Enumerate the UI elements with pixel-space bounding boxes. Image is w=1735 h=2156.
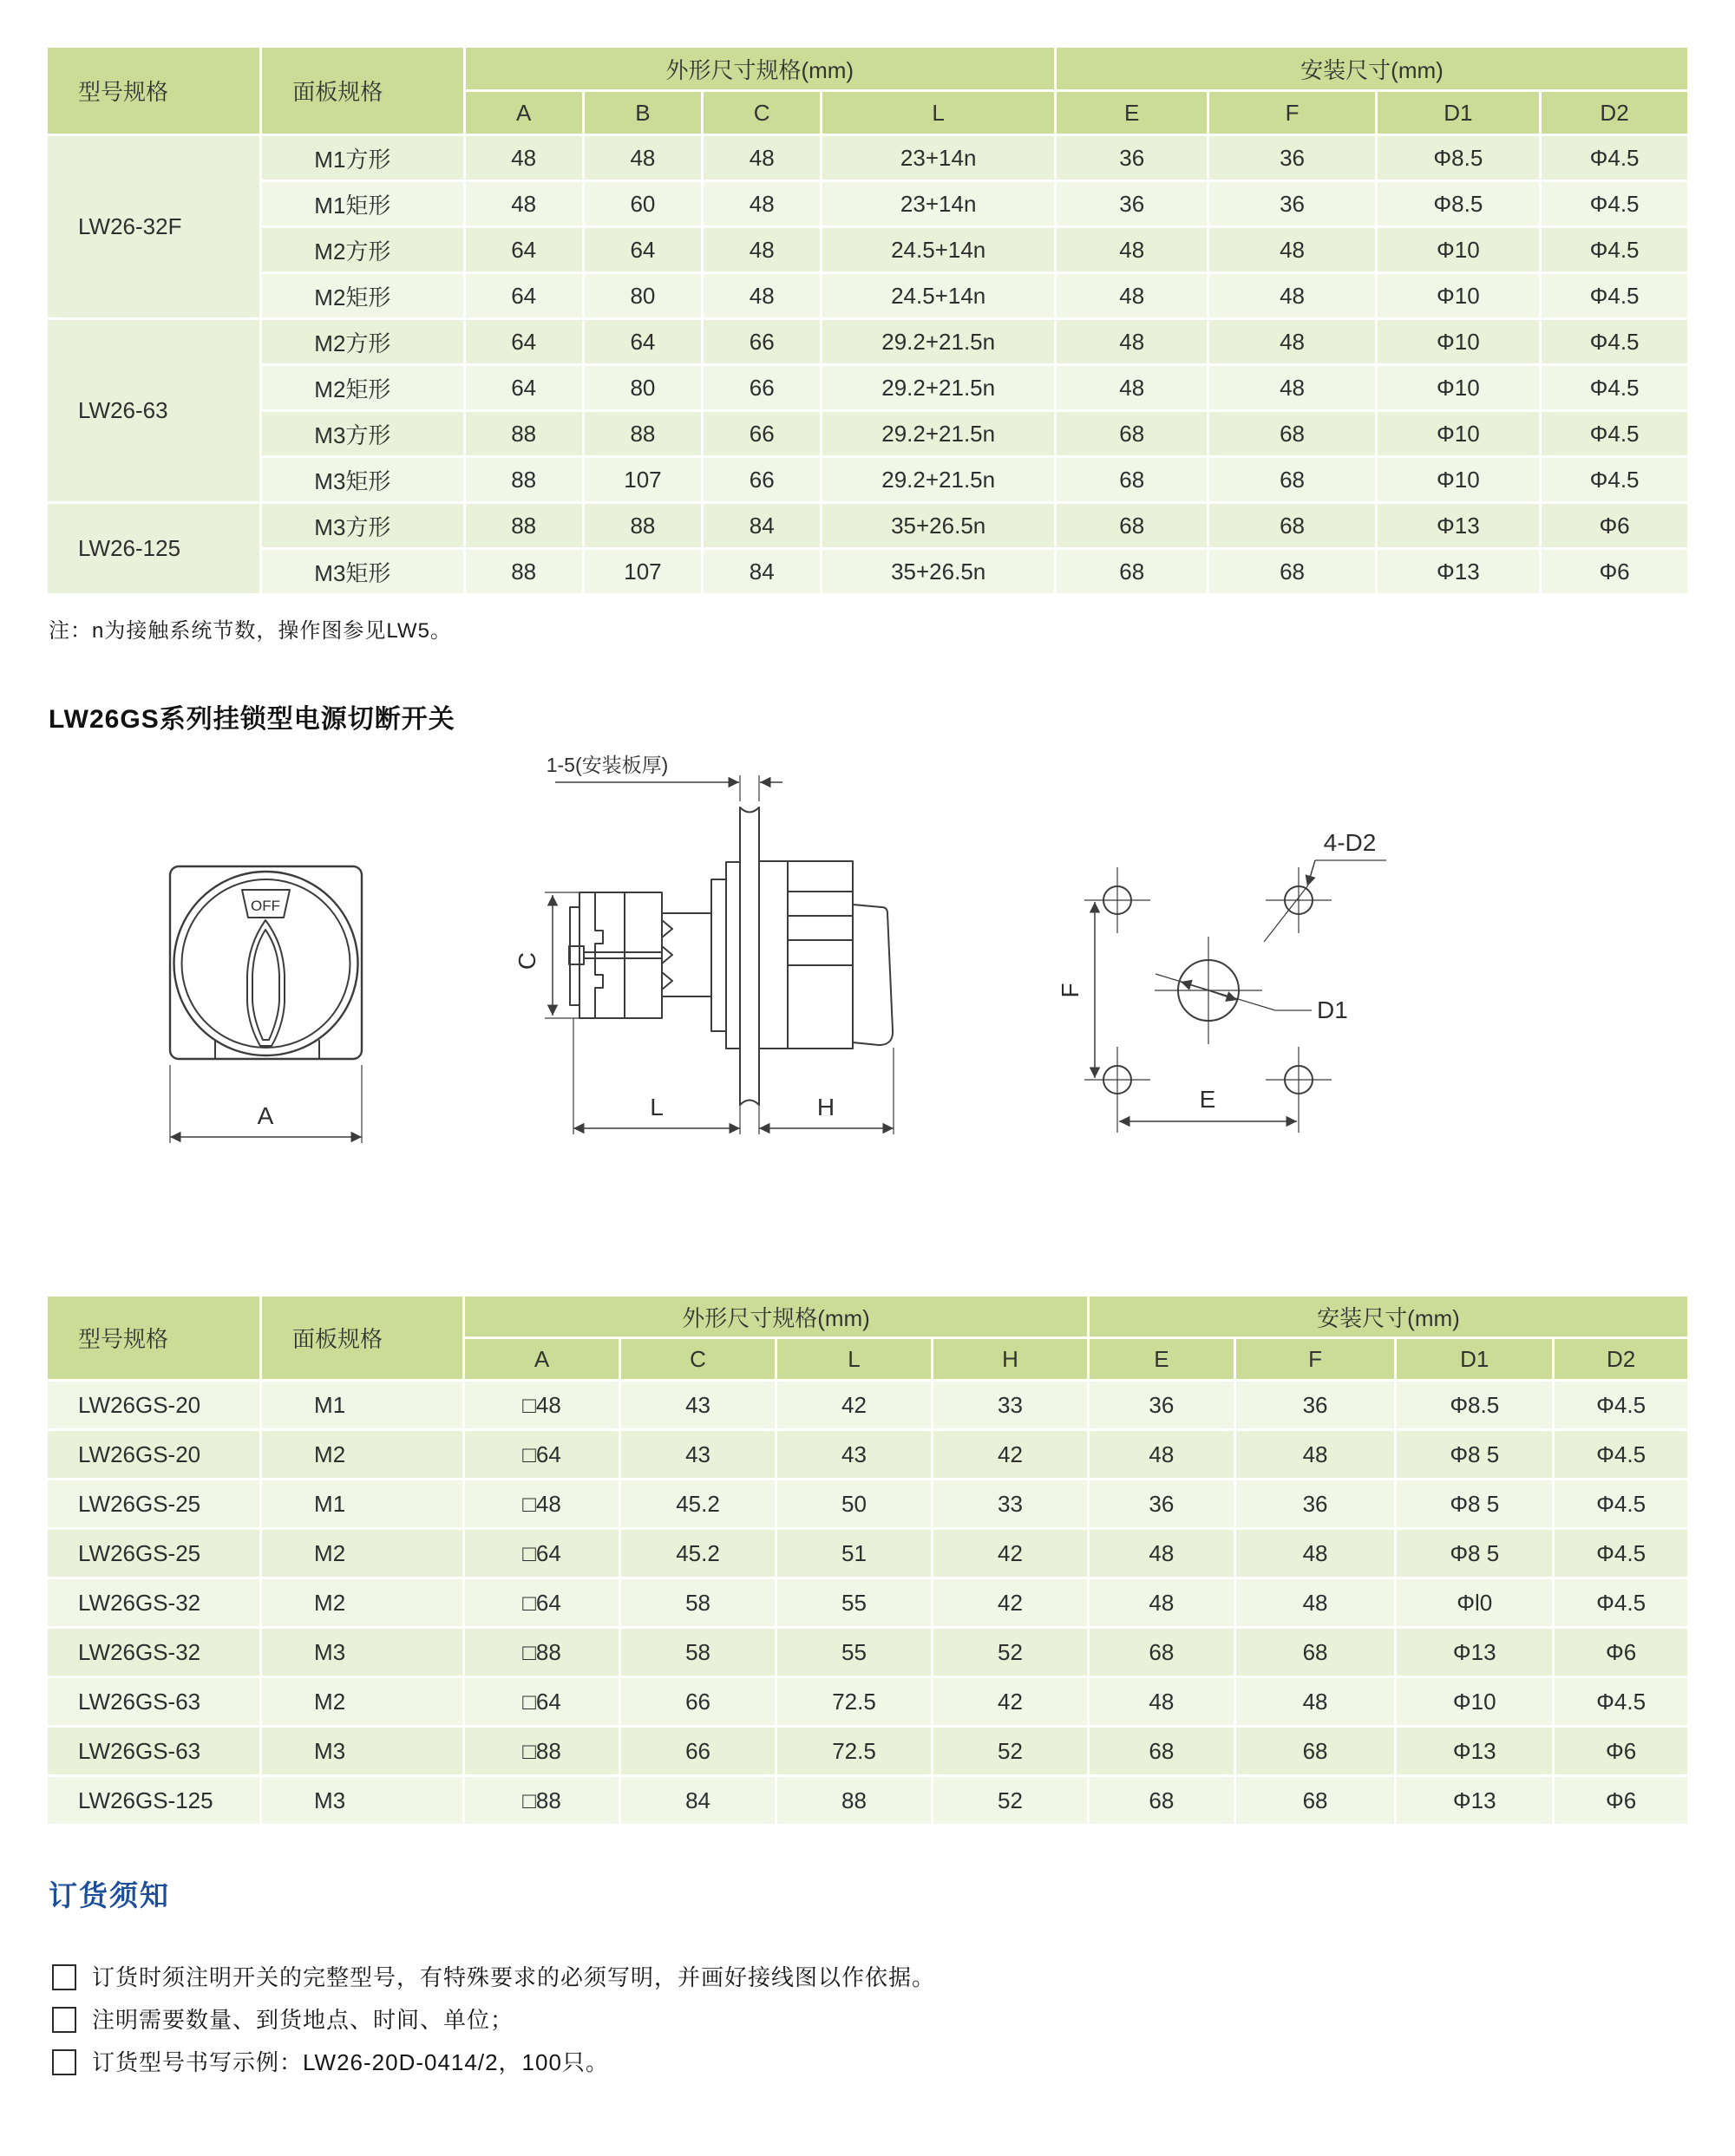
off-position-label: OFF xyxy=(251,898,280,914)
col-header-panel: 面板规格 xyxy=(262,1297,462,1379)
panel-cell: M2 xyxy=(262,1530,462,1577)
value-cell: Φ4.5 xyxy=(1542,412,1687,455)
value-cell: 48 xyxy=(1209,228,1374,271)
model-cell: LW26GS-20 xyxy=(48,1382,259,1428)
value-cell: 48 xyxy=(1090,1579,1234,1626)
panel-cell: M1方形 xyxy=(262,136,462,180)
value-cell: □88 xyxy=(465,1728,619,1774)
value-cell: 107 xyxy=(585,550,701,593)
value-cell: Φ4.5 xyxy=(1555,1480,1687,1527)
table-row xyxy=(48,1777,1687,1824)
value-cell: Φ10 xyxy=(1378,458,1539,501)
value-cell: 58 xyxy=(621,1579,775,1626)
model-cell: LW26GS-25 xyxy=(48,1480,259,1527)
panel-cell: M2矩形 xyxy=(262,274,462,317)
col-group-outline-dims: 外形尺寸规格(mm) xyxy=(465,1297,1087,1336)
section-title: LW26GS系列挂锁型电源切断开关 xyxy=(49,705,455,734)
col-header-panel: 面板规格 xyxy=(262,48,462,134)
model-cell: LW26GS-25 xyxy=(48,1530,259,1577)
value-cell: 35+26.5n xyxy=(822,504,1054,547)
value-cell: 52 xyxy=(933,1728,1087,1774)
value-cell: Φ4.5 xyxy=(1555,1382,1687,1428)
value-cell: Φ4.5 xyxy=(1542,320,1687,363)
value-cell: 48 xyxy=(1209,366,1374,409)
value-cell: Φ4.5 xyxy=(1542,228,1687,271)
value-cell: 48 xyxy=(1057,320,1207,363)
col-header-dim: F xyxy=(1209,92,1374,134)
value-cell: Φ10 xyxy=(1378,366,1539,409)
side-view-drawing xyxy=(514,754,894,1134)
value-cell: 66 xyxy=(621,1728,775,1774)
table-row xyxy=(48,550,1687,593)
col-header-dim: D1 xyxy=(1378,92,1539,134)
ordering-item xyxy=(52,1964,1735,1990)
value-cell: Φ10 xyxy=(1397,1678,1552,1725)
value-cell: 33 xyxy=(933,1480,1087,1527)
value-cell: 58 xyxy=(621,1629,775,1676)
model-cell: LW26GS-63 xyxy=(48,1728,259,1774)
value-cell: 51 xyxy=(777,1530,931,1577)
value-cell: □64 xyxy=(465,1678,619,1725)
table-row xyxy=(48,136,1687,180)
col-header-dim: C xyxy=(621,1339,775,1379)
value-cell: 68 xyxy=(1057,504,1207,547)
value-cell: Φ13 xyxy=(1378,504,1539,547)
value-cell: 88 xyxy=(466,458,582,501)
value-cell: □48 xyxy=(465,1480,619,1527)
value-cell: 42 xyxy=(933,1678,1087,1725)
value-cell: 42 xyxy=(933,1431,1087,1478)
value-cell: 36 xyxy=(1057,182,1207,225)
value-cell: 48 xyxy=(1090,1431,1234,1478)
model-cell: LW26GS-20 xyxy=(48,1431,259,1478)
value-cell: 68 xyxy=(1090,1777,1234,1824)
panel-cell: M3 xyxy=(262,1629,462,1676)
value-cell: 48 xyxy=(704,136,820,180)
panel-cell: M3方形 xyxy=(262,504,462,547)
value-cell: 84 xyxy=(704,504,820,547)
value-cell: 23+14n xyxy=(822,136,1054,180)
table-row xyxy=(48,228,1687,271)
table-row xyxy=(48,366,1687,409)
checkbox-icon xyxy=(52,1964,76,1990)
value-cell: 88 xyxy=(585,504,701,547)
dim-H-label: H xyxy=(816,1094,835,1120)
model-cell: LW26GS-125 xyxy=(48,1777,259,1824)
col-group-mount-dims: 安装尺寸(mm) xyxy=(1090,1297,1687,1336)
value-cell: Φ4.5 xyxy=(1542,274,1687,317)
value-cell: 48 xyxy=(1236,1530,1395,1577)
value-cell: 48 xyxy=(1090,1530,1234,1577)
value-cell: 84 xyxy=(621,1777,775,1824)
value-cell: 64 xyxy=(466,366,582,409)
value-cell: 48 xyxy=(1090,1678,1234,1725)
panel-cell: M1矩形 xyxy=(262,182,462,225)
value-cell: 64 xyxy=(466,228,582,271)
value-cell: 68 xyxy=(1090,1629,1234,1676)
value-cell: 52 xyxy=(933,1629,1087,1676)
col-header-dim: L xyxy=(822,92,1054,134)
value-cell: 42 xyxy=(933,1579,1087,1626)
value-cell: 29.2+21.5n xyxy=(822,320,1054,363)
mounting-plate-note: 1-5(安装板厚) xyxy=(546,754,669,776)
table-row xyxy=(48,504,1687,547)
value-cell: 36 xyxy=(1209,182,1374,225)
col-group-outline-dims: 外形尺寸规格(mm) xyxy=(466,48,1054,89)
checkbox-icon xyxy=(52,2007,76,2033)
value-cell: 66 xyxy=(704,412,820,455)
model-cell: LW26-125 xyxy=(48,504,259,593)
col-header-dim: D1 xyxy=(1397,1339,1552,1379)
dim-L-label: L xyxy=(650,1094,664,1120)
model-cell: LW26GS-63 xyxy=(48,1678,259,1725)
value-cell: 48 xyxy=(1057,274,1207,317)
value-cell: 88 xyxy=(585,412,701,455)
value-cell: 72.5 xyxy=(777,1728,931,1774)
model-cell: LW26GS-32 xyxy=(48,1579,259,1626)
value-cell: Φ6 xyxy=(1555,1728,1687,1774)
mounting-holes-drawing xyxy=(1057,829,1386,1133)
value-cell: Φ4.5 xyxy=(1555,1678,1687,1725)
panel-cell: M1 xyxy=(262,1480,462,1527)
panel-cell: M1 xyxy=(262,1382,462,1428)
value-cell: 36 xyxy=(1090,1480,1234,1527)
ordering-item-text: 订货时须注明开关的完整型号，有特殊要求的必须写明，并画好接线图以作依据。 xyxy=(92,1964,936,1990)
dim-D1-label: D1 xyxy=(1317,996,1348,1023)
value-cell: 48 xyxy=(704,274,820,317)
col-header-dim: D2 xyxy=(1542,92,1687,134)
value-cell: Φl0 xyxy=(1397,1579,1552,1626)
value-cell: Φ10 xyxy=(1378,320,1539,363)
value-cell: 68 xyxy=(1057,458,1207,501)
value-cell: 66 xyxy=(704,366,820,409)
value-cell: Φ13 xyxy=(1397,1728,1552,1774)
value-cell: 36 xyxy=(1236,1382,1395,1428)
value-cell: 48 xyxy=(466,136,582,180)
value-cell: 45.2 xyxy=(621,1530,775,1577)
value-cell: □64 xyxy=(465,1530,619,1577)
value-cell: 68 xyxy=(1057,550,1207,593)
col-header-dim: F xyxy=(1236,1339,1395,1379)
table-row xyxy=(48,1728,1687,1774)
value-cell: Φ8.5 xyxy=(1378,182,1539,225)
value-cell: □64 xyxy=(465,1431,619,1478)
value-cell: 68 xyxy=(1090,1728,1234,1774)
value-cell: 88 xyxy=(466,504,582,547)
value-cell: 64 xyxy=(466,320,582,363)
value-cell: □88 xyxy=(465,1777,619,1824)
value-cell: Φ13 xyxy=(1397,1777,1552,1824)
table1-body xyxy=(48,136,1687,593)
value-cell: 48 xyxy=(1236,1431,1395,1478)
value-cell: 72.5 xyxy=(777,1678,931,1725)
lw26gs-dimensions-table xyxy=(45,1294,1690,1826)
lw26-dimensions-table xyxy=(45,45,1690,596)
value-cell: 68 xyxy=(1236,1629,1395,1676)
value-cell: 48 xyxy=(1057,366,1207,409)
value-cell: 80 xyxy=(585,274,701,317)
value-cell: 42 xyxy=(933,1530,1087,1577)
col-header-dim: A xyxy=(465,1339,619,1379)
dim-A-label: A xyxy=(257,1102,274,1129)
value-cell: 107 xyxy=(585,458,701,501)
value-cell: □48 xyxy=(465,1382,619,1428)
col-header-dim: B xyxy=(585,92,701,134)
value-cell: 36 xyxy=(1057,136,1207,180)
footnote: 注：n为接触系统节数，操作图参见LW5。 xyxy=(49,619,452,643)
value-cell: Φ10 xyxy=(1378,412,1539,455)
value-cell: 66 xyxy=(704,320,820,363)
value-cell: 35+26.5n xyxy=(822,550,1054,593)
panel-cell: M2矩形 xyxy=(262,366,462,409)
value-cell: 23+14n xyxy=(822,182,1054,225)
value-cell: Φ10 xyxy=(1378,274,1539,317)
value-cell: 48 xyxy=(1236,1678,1395,1725)
value-cell: □88 xyxy=(465,1629,619,1676)
value-cell: 48 xyxy=(466,182,582,225)
dim-E-label: E xyxy=(1199,1086,1216,1113)
drawings-layer xyxy=(0,742,1735,1280)
value-cell: 36 xyxy=(1090,1382,1234,1428)
value-cell: Φ4.5 xyxy=(1542,458,1687,501)
panel-cell: M2 xyxy=(262,1678,462,1725)
value-cell: 33 xyxy=(933,1382,1087,1428)
value-cell: 66 xyxy=(704,458,820,501)
model-cell: LW26-32F xyxy=(48,136,259,317)
value-cell: 29.2+21.5n xyxy=(822,366,1054,409)
value-cell: 48 xyxy=(704,228,820,271)
col-header-dim: L xyxy=(777,1339,931,1379)
value-cell: 66 xyxy=(621,1678,775,1725)
panel-cell: M2 xyxy=(262,1579,462,1626)
value-cell: Φ4.5 xyxy=(1555,1431,1687,1478)
panel-cell: M2 xyxy=(262,1431,462,1478)
value-cell: 48 xyxy=(1057,228,1207,271)
col-header-dim: C xyxy=(704,92,820,134)
panel-cell: M3矩形 xyxy=(262,458,462,501)
col-header-dim: A xyxy=(466,92,582,134)
table-row xyxy=(48,458,1687,501)
dim-C-label: C xyxy=(514,951,540,970)
dim-D2-label: 4-D2 xyxy=(1323,829,1377,856)
dim-F-label: F xyxy=(1057,983,1084,998)
table-row xyxy=(48,1579,1687,1626)
table-row xyxy=(48,182,1687,225)
col-group-mount-dims: 安装尺寸(mm) xyxy=(1057,48,1687,89)
value-cell: 42 xyxy=(777,1382,931,1428)
col-header-dim: E xyxy=(1090,1339,1234,1379)
value-cell: 88 xyxy=(466,550,582,593)
value-cell: Φ8 5 xyxy=(1397,1431,1552,1478)
technical-drawings xyxy=(0,742,1735,1280)
col-header-dim: H xyxy=(933,1339,1087,1379)
value-cell: 68 xyxy=(1209,412,1374,455)
value-cell: 48 xyxy=(585,136,701,180)
table-row xyxy=(48,1530,1687,1577)
value-cell: 60 xyxy=(585,182,701,225)
value-cell: 48 xyxy=(1209,320,1374,363)
value-cell: □64 xyxy=(465,1579,619,1626)
ordering-item xyxy=(52,2049,1735,2075)
value-cell: 68 xyxy=(1057,412,1207,455)
table-row xyxy=(48,1629,1687,1676)
checkbox-icon xyxy=(52,2049,76,2075)
value-cell: Φ13 xyxy=(1378,550,1539,593)
panel-cell: M3 xyxy=(262,1728,462,1774)
panel-cell: M3方形 xyxy=(262,412,462,455)
value-cell: 48 xyxy=(1209,274,1374,317)
table2-body xyxy=(48,1382,1687,1824)
ordering-section-title: 订货须知 xyxy=(49,1879,170,1911)
value-cell: Φ8.5 xyxy=(1397,1382,1552,1428)
value-cell: 84 xyxy=(704,550,820,593)
model-cell: LW26GS-32 xyxy=(48,1629,259,1676)
value-cell: Φ8 5 xyxy=(1397,1480,1552,1527)
value-cell: 50 xyxy=(777,1480,931,1527)
table-row xyxy=(48,1480,1687,1527)
table-row xyxy=(48,1382,1687,1428)
col-header-model: 型号规格 xyxy=(48,48,259,134)
value-cell: Φ4.5 xyxy=(1555,1530,1687,1577)
col-header-dim: D2 xyxy=(1555,1339,1687,1379)
value-cell: 68 xyxy=(1236,1777,1395,1824)
ordering-list xyxy=(52,1964,1735,2075)
value-cell: 88 xyxy=(466,412,582,455)
panel-cell: M2方形 xyxy=(262,228,462,271)
value-cell: Φ6 xyxy=(1555,1629,1687,1676)
table-row xyxy=(48,1678,1687,1725)
table-row xyxy=(48,274,1687,317)
value-cell: Φ6 xyxy=(1555,1777,1687,1824)
value-cell: 64 xyxy=(585,320,701,363)
value-cell: 68 xyxy=(1209,504,1374,547)
value-cell: 43 xyxy=(621,1382,775,1428)
value-cell: 24.5+14n xyxy=(822,274,1054,317)
value-cell: Φ8 5 xyxy=(1397,1530,1552,1577)
ordering-item-text: 注明需要数量、到货地点、时间、单位； xyxy=(92,2007,514,2033)
table-row xyxy=(48,320,1687,363)
value-cell: 55 xyxy=(777,1579,931,1626)
value-cell: 48 xyxy=(704,182,820,225)
col-header-model: 型号规格 xyxy=(48,1297,259,1379)
value-cell: 48 xyxy=(1236,1579,1395,1626)
value-cell: 43 xyxy=(621,1431,775,1478)
table-row xyxy=(48,412,1687,455)
front-view-drawing xyxy=(170,866,362,1143)
value-cell: 29.2+21.5n xyxy=(822,458,1054,501)
value-cell: 52 xyxy=(933,1777,1087,1824)
value-cell: 68 xyxy=(1236,1728,1395,1774)
value-cell: Φ4.5 xyxy=(1555,1579,1687,1626)
value-cell: Φ10 xyxy=(1378,228,1539,271)
value-cell: 80 xyxy=(585,366,701,409)
panel-cell: M2方形 xyxy=(262,320,462,363)
ordering-item-text: 订货型号书写示例：LW26-20D-0414/2，100只。 xyxy=(92,2049,609,2075)
value-cell: 68 xyxy=(1209,550,1374,593)
panel-cell: M3矩形 xyxy=(262,550,462,593)
value-cell: Φ6 xyxy=(1542,504,1687,547)
ordering-item xyxy=(52,2007,1735,2033)
value-cell: 24.5+14n xyxy=(822,228,1054,271)
value-cell: 36 xyxy=(1209,136,1374,180)
value-cell: Φ13 xyxy=(1397,1629,1552,1676)
col-header-dim: E xyxy=(1057,92,1207,134)
table-row xyxy=(48,1431,1687,1478)
value-cell: 45.2 xyxy=(621,1480,775,1527)
value-cell: Φ4.5 xyxy=(1542,182,1687,225)
panel-cell: M3 xyxy=(262,1777,462,1824)
value-cell: 55 xyxy=(777,1629,931,1676)
value-cell: Φ8.5 xyxy=(1378,136,1539,180)
value-cell: 64 xyxy=(466,274,582,317)
value-cell: 43 xyxy=(777,1431,931,1478)
value-cell: 68 xyxy=(1209,458,1374,501)
value-cell: Φ4.5 xyxy=(1542,366,1687,409)
value-cell: 88 xyxy=(777,1777,931,1824)
value-cell: 64 xyxy=(585,228,701,271)
value-cell: Φ4.5 xyxy=(1542,136,1687,180)
value-cell: 29.2+21.5n xyxy=(822,412,1054,455)
value-cell: 36 xyxy=(1236,1480,1395,1527)
value-cell: Φ6 xyxy=(1542,550,1687,593)
model-cell: LW26-63 xyxy=(48,320,259,501)
